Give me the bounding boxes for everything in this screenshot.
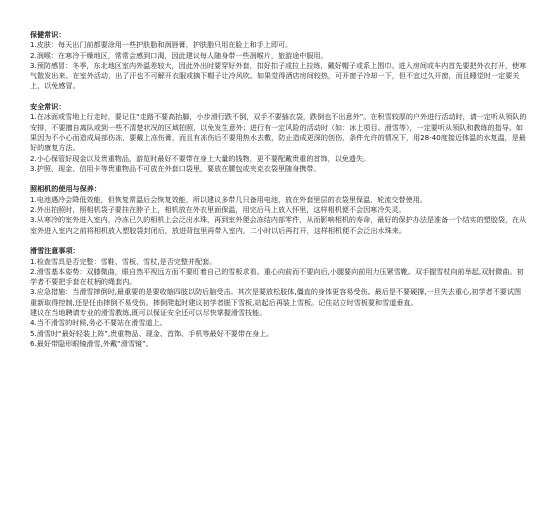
health-paragraph: 3.预防感冒：冬季，东北地区室内外温差较大，因此外出时要穿好外套，扣好扣子或拉上拉练，戴好帽子或系上围巾。进入房间或车内首先要把外衣打开，使寒气散发出来。在室外活动，出了汗也不可解开衣服或摘下帽子让冷风吹。如果觉得酒店房间较热，可开窗子冷却一下，但不宜过久开窗，而且睡觉时一定要关上，以免感冒。 (30, 60, 527, 91)
health-paragraph: 1.皮肤：每天出门前都要涂用一些护肤脂和润唇膏，护肤脂只用在脸上和手上即可。 (30, 40, 293, 50)
safety-paragraph: 2.小心保管好现金以及贵重物品，游览时最好不要带在身上大量的钱物，更不要配戴贵重的首饰，以免遗失。 (30, 153, 371, 163)
section-gap (30, 174, 527, 184)
skiing-paragraph: 2.滑雪基本姿势：双膝微曲，眼自然平视远方而不要盯着自己的雪板求看。重心向前而不要向后,小腿要向前用力压紧雪靴。双手握雪杖向前举起,双肘微曲。初学者不要把手套在杖柄的绳套内。 (30, 266, 524, 287)
health-section (30, 30, 527, 92)
health-section-title: 保健常识： (30, 30, 66, 39)
camera-section-title: 照相机的使用与保养： (30, 184, 101, 194)
section-gap (30, 236, 527, 246)
section-gap (30, 92, 527, 102)
skiing-paragraph: 5.滑雪时“最好轻装上阵”,贵重物品、现金、首饰、手机等最好不要带在身上。 (30, 328, 274, 338)
safety-paragraph: 1.在冰面或雪地上行走时，要记住“走路不要高抬脚，小步滑行跌不倒，双手不要插衣袋，跌倒也不出意外”。在积雪较厚的户外进行活动时，请一定听从领队的安排，不要擅自离队或到一些不清楚状况的区域拍照，以免发生意外；进行有一定风险的活动时（如：冰上项目、滑雪等），一定要听从领队和教练的指导。如果因为不小心而造成局部伤冻，要戴上冻伤膏，而且有冻伤后不要用热水去敷，防止造成更深的创伤，条件允许的情况下，用28-40度接近体温的水复温，是最好的康复方法。 (30, 112, 527, 153)
skiing-section-title: 滑雪注意事项： (30, 246, 80, 256)
skiing-paragraph: 4.当不滑雪的时候,务必不要站在滑雪道上。 (30, 318, 167, 328)
camera-paragraph: 2.外出拍照时，照相机袋子要挂在脖子上，相机放在外衣里面保温，用完后马上放入怀里，这样相机便不会因寒冷失灵。 (30, 205, 406, 215)
camera-section (30, 184, 527, 235)
camera-paragraph: 3.从寒冷的室外进入室内，冷冻已久的相机上会泛出水珠，再到室外便会冻结内部零件，从而影响相机的寿命，最好的保护办法是准备一个结实的塑胶袋，在从室外进入室内之前将相机放入塑胶袋封闭后，放进背包里再带入室内，二小时以后再打开，这样相机便不会泛出水珠来。 (30, 215, 527, 235)
safety-paragraph: 3.护照、现金、信用卡等贵重物品不可放在外套口袋里，要放在腰包或夹克衣袋里随身携带。 (30, 163, 321, 173)
skiing-section (30, 246, 527, 349)
safety-section-title: 安全常识： (30, 102, 66, 112)
skiing-paragraph: 3.应急措施：当滑雪摔倒时,最重要的是要收缩四肢以防后脑受击。其次是要放松肢体,僵直的身体更容易受伤。最后是不要硬撑,一旦失去重心,初学者不要试图重新取得控制,还是任由摔倒不易受伤。摔倒爬起时建议初学者脱下雪板,站起后再装上雪板。记住站立时雪板要和雪道垂直。 (30, 287, 522, 307)
skiing-paragraph: 建议在当地聘请专业的滑雪教练,既可以保证安全还可以尽快掌握滑雪技能。 (30, 308, 267, 318)
skiing-paragraph: 1.检查雪具是否完整：雪鞋、雪板、雪杖,是否完整并配套。 (30, 256, 217, 266)
health-paragraph: 2.润喉：在寒冷干燥地区，常常会感到口渴，因此建议每人随身带一些润喉片，旅游途中服用。 (30, 50, 328, 60)
safety-section (30, 102, 527, 174)
camera-paragraph: 1.电池遇冷会降低效能，但恢复常温后会恢复效能，所以建议多带几只备用电池，放在外套里层的衣袋里保温，轮流交替使用。 (30, 194, 427, 204)
skiing-paragraph: 6.最好带隐形眼镜滑雪,外戴“滑雪镜”。 (30, 338, 153, 348)
